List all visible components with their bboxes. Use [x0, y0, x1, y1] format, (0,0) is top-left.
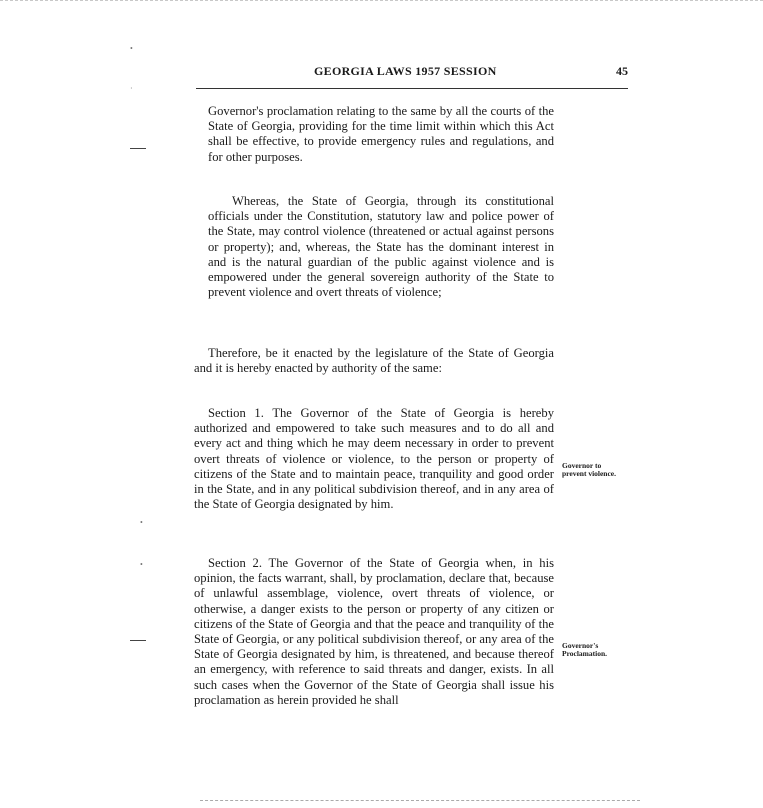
- scan-speck: ·: [130, 84, 133, 93]
- scan-speck: •: [130, 44, 133, 53]
- scan-mark: [130, 148, 146, 149]
- scan-bottom-edge: [200, 800, 640, 801]
- paragraph-whereas: Whereas, the State of Georgia, through its constitutional officials under the Constitution, statutory law and police power of the State, may control violence (threatened or actual against persons or property); and, whereas, the State has the dominant interest in and is the natural guardian of the public against violence and is empowered under the general sovereign authority of the State to prevent violence and overt threats of violence;: [208, 194, 554, 300]
- margin-note-section-1: Governor to prevent violence.: [562, 461, 617, 478]
- page-number: 45: [616, 64, 628, 78]
- paragraph-enacting-clause: Therefore, be it enacted by the legislature of the State of Georgia and it is hereby enacted by authority of the same:: [194, 346, 554, 376]
- paragraph-section-1: Section 1. The Governor of the State of Georgia is hereby authorized and empowered to take such measures and to do all and every act and thing which he may deem necessary in order to prevent overt threats of violence or violence, to the person or property of citizens of the State and to maintain peace, tranquility and good order in the State, and in any political subdivision thereof, and in any area of the State of Georgia designated by him.: [194, 406, 554, 512]
- header-rule: [196, 88, 628, 89]
- scan-speck: •: [140, 560, 143, 569]
- page-header: [196, 64, 628, 84]
- paragraph-title-continuation: Governor's proclamation relating to the same by all the courts of the State of Georgia, providing for the time limit within which this Act shall be effective, to provide emergency rules and regulations, and for other purposes.: [208, 104, 554, 164]
- margin-note-section-2: Governor's Proclamation.: [562, 641, 608, 658]
- scan-top-edge: [0, 0, 763, 3]
- scan-mark: [130, 640, 146, 641]
- paragraph-section-2: Section 2. The Governor of the State of Georgia when, in his opinion, the facts warrant, shall, by proclamation, declare that, because of unlawful assemblage, violence, overt threats of violence, or otherwise, a danger exists to the person or property of any citizen or citizens of the State of Georgia and that the peace and tranquility of the State of Georgia, or any political subdivision thereof, or any area of the State of Georgia designated by him, is threatened, and because thereof an emergency, with reference to said threats and danger, exists. In all such cases when the Governor of the State of Georgia shall issue his proclamation as herein provided he shall: [194, 556, 554, 707]
- running-title: GEORGIA LAWS 1957 SESSION: [314, 64, 497, 78]
- scan-speck: •: [140, 518, 143, 527]
